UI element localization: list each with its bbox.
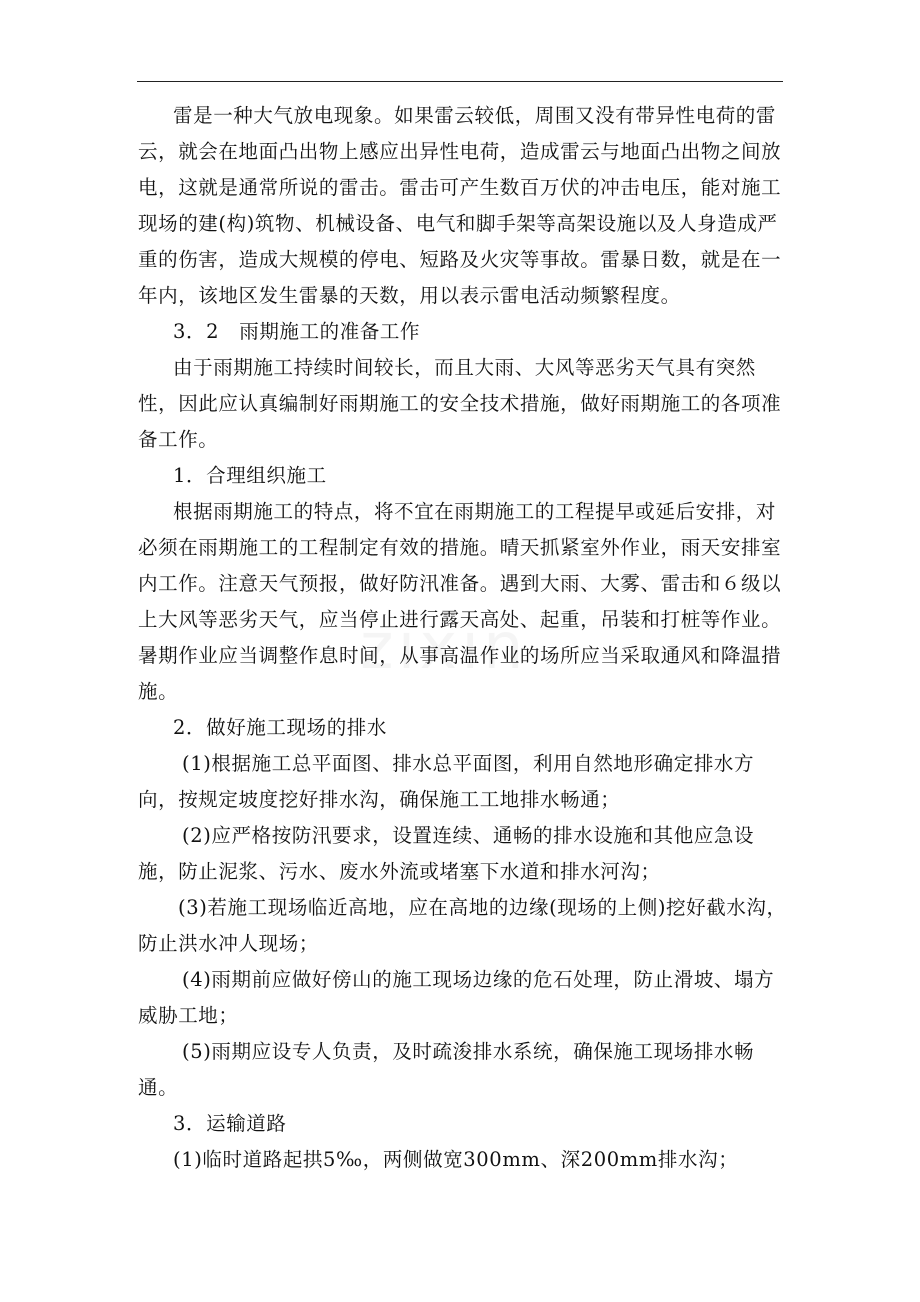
list-item-road-1: (1)临时道路起拱5‰，两侧做宽300mm、深200mm排水沟；	[173, 1148, 739, 1171]
subheading-drainage: 2．做好施工现场的排水	[173, 716, 388, 739]
paragraph-organize-construction: 根据雨期施工的特点，将不宜在雨期施工的工程提早或延后安排，对必须在雨期施工的工程制定有效的措施。晴天抓紧室外作业，雨天安排室内工作。注意天气预报，做好防汛准备。遇到大雨、大雾、雷击和６级以上大风等恶劣天气，应当停止进行露天高处、起重，吊装和打桩等作业。暑期作业应当调整作息时间，从事高温作业的场所应当采取通风和降温措施。	[138, 500, 782, 703]
paragraph-lightning-definition: 雷是一种大气放电现象。如果雷云较低，周围又没有带异性电荷的雷云，就会在地面凸出物上感应出异性电荷，造成雷云与地面凸出物之间放电，这就是通常所说的雷击。雷击可产生数百万伏的冲击电压，能对施工现场的建(构)筑物、机械设备、电气和脚手架等高架设施以及人身造成严重的伤害，造成大规模的停电、短路及火灾等事故。雷暴日数，就是在一年内，该地区发生雷暴的天数，用以表示雷电活动频繁程度。	[138, 104, 782, 307]
list-item-drainage-4: (4)雨期前应做好傍山的施工现场边缘的危石处理，防止滑坡、塌方威胁工地；	[138, 968, 775, 1027]
document-body	[138, 98, 790, 1178]
paragraph-preparation-intro: 由于雨期施工持续时间较长，而且大雨、大风等恶劣天气具有突然性，因此应认真编制好雨期施工的安全技术措施，做好雨期施工的各项准备工作。	[138, 356, 782, 451]
subheading-organize-construction: 1．合理组织施工	[173, 464, 327, 487]
header-rule	[137, 81, 783, 82]
list-item-drainage-1: (1)根据施工总平面图、排水总平面图，利用自然地形确定排水方向，按规定坡度挖好排水沟，确保施工工地排水畅通；	[138, 752, 755, 811]
section-heading-3-2: 3．2 雨期施工的准备工作	[173, 320, 421, 343]
list-item-drainage-3: (3)若施工现场临近高地，应在高地的边缘(现场的上侧)挖好截水沟，防止洪水冲人现场；	[138, 896, 787, 955]
list-item-drainage-5: (5)雨期应设专人负责，及时疏浚排水系统，确保施工现场排水畅通。	[138, 1040, 755, 1099]
subheading-transport-road: 3．运输道路	[173, 1112, 287, 1135]
list-item-drainage-2: (2)应严格按防汛要求，设置连续、通畅的排水设施和其他应急设施，防止泥浆、污水、废水外流或堵塞下水道和排水河沟；	[138, 824, 755, 883]
